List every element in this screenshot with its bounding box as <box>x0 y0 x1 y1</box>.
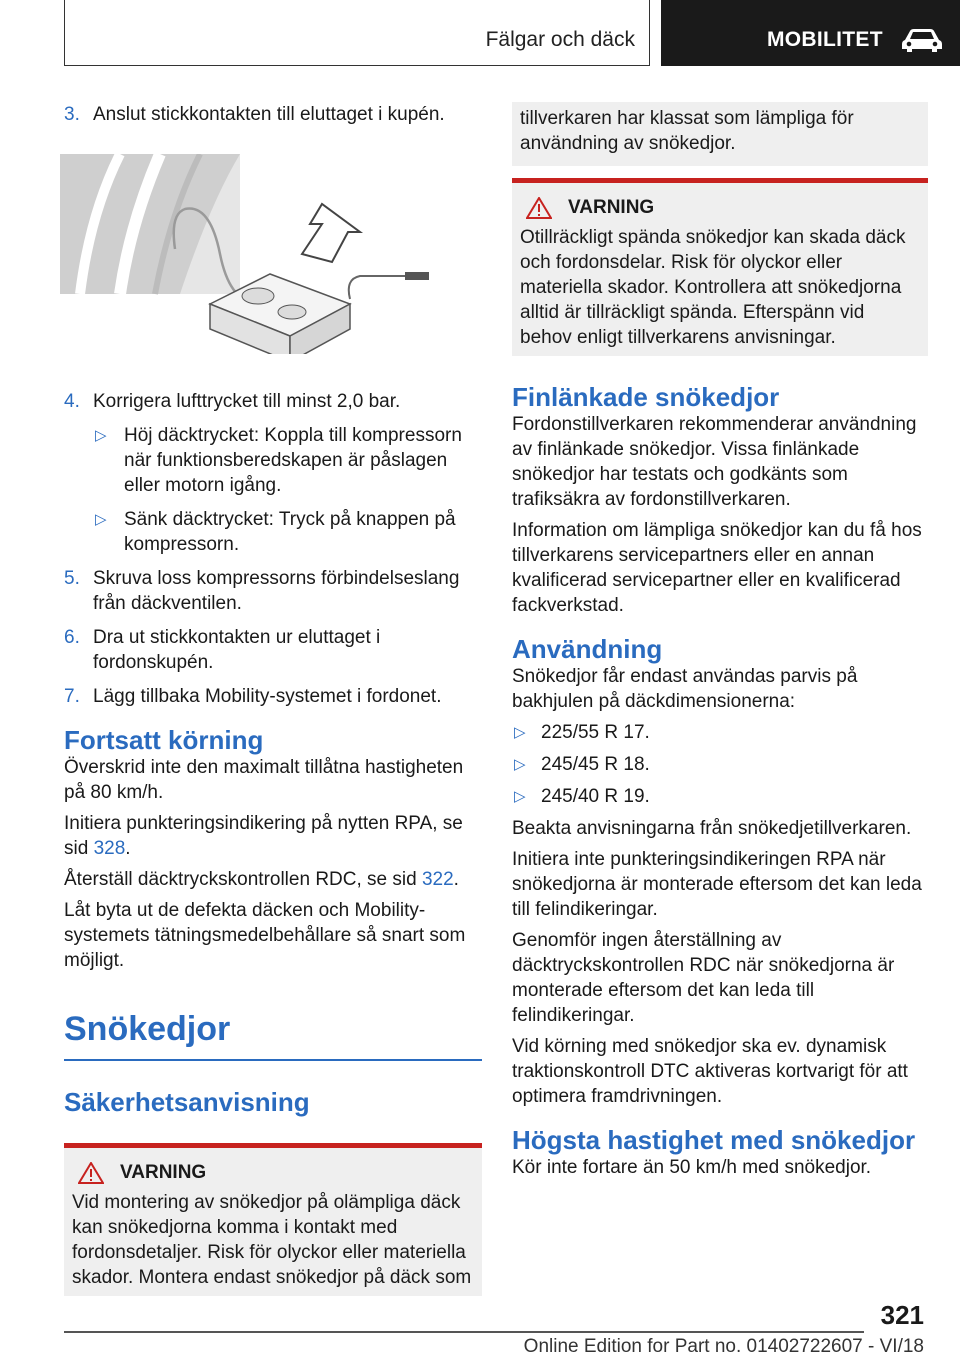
bullet-triangle-icon: ▷ <box>95 427 107 444</box>
page-header <box>0 0 960 66</box>
list-item: ▷ 225/55 R 17. <box>514 722 650 743</box>
warning-box-continued <box>512 102 928 166</box>
footer-rule <box>64 1331 864 1333</box>
warning-triangle-icon <box>78 1162 104 1184</box>
paragraph: Vid körning med snökedjor ska ev. dynamisk traktionskontroll DTC aktiveras kortvarigt för att optimera framdrivningen. <box>512 1036 908 1107</box>
paragraph: Låt byta ut de defekta däcken och Mobility-systemets tätningsmedelbehållare så snart som möjligt. <box>64 900 466 971</box>
sub-list-item: ▷ Höj däcktrycket: Koppla till kompressorn när funktionsberedskapen är påslagen eller motorn igång. <box>95 425 462 496</box>
bullet-triangle-icon: ▷ <box>514 756 526 773</box>
heading-snokedjor: Snökedjor <box>64 1010 231 1048</box>
heading-sakerhetsanvisning: Säkerhetsanvisning <box>64 1087 310 1117</box>
paragraph: Fordonstillverkaren rekommenderar användning av finlänkade snökedjor. Vissa finlänkade snökedjor har testats och godkänts som trafiksäkra av fordonstillverkaren. <box>512 414 917 510</box>
warning-box <box>64 1143 482 1296</box>
list-item: ▷ 245/45 R 18. <box>514 754 650 775</box>
steps-list-b <box>64 389 482 709</box>
right-column <box>512 102 928 1186</box>
warning-text: Otillräckligt spända snökedjor kan skada däck och fordonsdelar. Risk för olyckor eller materiella skador. Kontrollera att snökedjorna alltid är tillräckligt spända. Efterspänn vid behov enligt tillverkarens anvisningar. <box>520 227 906 348</box>
list-item: 6. Dra ut stickkontakten ur eluttaget i fordonskupén. <box>64 627 381 673</box>
list-item: 4. Korrigera lufttrycket till minst 2,0 bar. ▷ Höj däcktrycket: Koppla till kompressorn när funktionsberedskapen är påslagen eller motorn igång. ▷ Sänk däcktrycket: Tryck på knappen på kompressorn. <box>64 389 482 557</box>
heading-hogsta-hastighet: Högsta hastighet med snökedjor <box>512 1125 916 1155</box>
paragraph: Beakta anvisningarna från snökedjetillverkaren. <box>512 818 912 839</box>
steps-list-a <box>64 102 482 127</box>
list-item: 7. Lägg tillbaka Mobility-systemet i fordonet. <box>64 686 442 707</box>
tire-size-list <box>512 720 928 809</box>
list-item: 5. Skruva loss kompressorns förbindelseslang från däckventilen. <box>64 568 460 614</box>
warning-title: VARNING <box>568 197 655 218</box>
paragraph: Återställ däcktryckskontrollen RDC, se sid 322. <box>64 869 459 890</box>
heading-rule <box>64 1059 482 1061</box>
paragraph: Information om lämpliga snökedjor kan du få hos tillverkarens servicepartners eller en annan kvalificerad servicepartner eller en kvalificerad fackverkstad. <box>512 520 922 616</box>
warning-header <box>526 197 920 219</box>
paragraph: Initiera inte punkteringsindikeringen RPA när snökedjorna är monterade eftersom det kan leda till felindikeringar. <box>512 849 922 920</box>
section-tab <box>64 0 650 66</box>
page-link-328[interactable]: 328 <box>93 838 126 859</box>
section-title: Fälgar och däck <box>485 28 635 51</box>
bullet-triangle-icon: ▷ <box>95 511 107 528</box>
list-item: ▷ 245/40 R 19. <box>514 786 650 807</box>
list-item: 3. Anslut stickkontakten till eluttaget i kupén. <box>64 104 445 125</box>
warning-box <box>512 178 928 356</box>
paragraph: Överskrid inte den maximalt tillåtna hastigheten på 80 km/h. <box>64 757 464 803</box>
chapter-tab <box>661 0 960 66</box>
heading-finlankade-snokedjor: Finlänkade snökedjor <box>512 382 780 412</box>
paragraph: Initiera punkteringsindikering på nytten RPA, se sid 328. <box>64 813 463 859</box>
chapter-title: MOBILITET <box>767 28 883 51</box>
paragraph: Genomför ingen återställning av däcktryckskontrollen RDC när snökedjorna är monterade eftersom det kan leda till felindikeringar. <box>512 930 895 1026</box>
sub-list <box>93 423 482 557</box>
warning-text: Vid montering av snökedjor på olämpliga däck kan snökedjorna komma i kontakt med fordonsdetaljer. Risk för olyckor eller materiella skador. Montera endast snökedjor på däck som <box>72 1192 472 1288</box>
heading-fortsatt-korning: Fortsatt körning <box>64 725 264 755</box>
warning-title: VARNING <box>120 1162 207 1183</box>
sub-list-item: ▷ Sänk däcktrycket: Tryck på knappen på kompressorn. <box>95 509 456 555</box>
edition-note: Online Edition for Part no. 01402722607 - VI/18 <box>523 1336 924 1357</box>
heading-anvandning: Användning <box>512 634 663 664</box>
bullet-triangle-icon: ▷ <box>514 788 526 805</box>
compressor-illustration <box>60 154 474 354</box>
bullet-triangle-icon: ▷ <box>514 724 526 741</box>
car-icon <box>901 27 943 53</box>
page-number: 321 <box>880 1300 924 1330</box>
warning-text: tillverkaren har klassat som lämpliga för användning av snökedjor. <box>520 108 854 154</box>
warning-triangle-icon <box>526 197 552 219</box>
paragraph: Snökedjor får endast användas parvis på bakhjulen på däckdimensionerna: <box>512 666 858 712</box>
left-column <box>64 102 482 1296</box>
paragraph: Kör inte fortare än 50 km/h med snökedjor. <box>512 1157 872 1178</box>
warning-header <box>78 1162 474 1184</box>
page-link-322[interactable]: 322 <box>421 869 454 890</box>
